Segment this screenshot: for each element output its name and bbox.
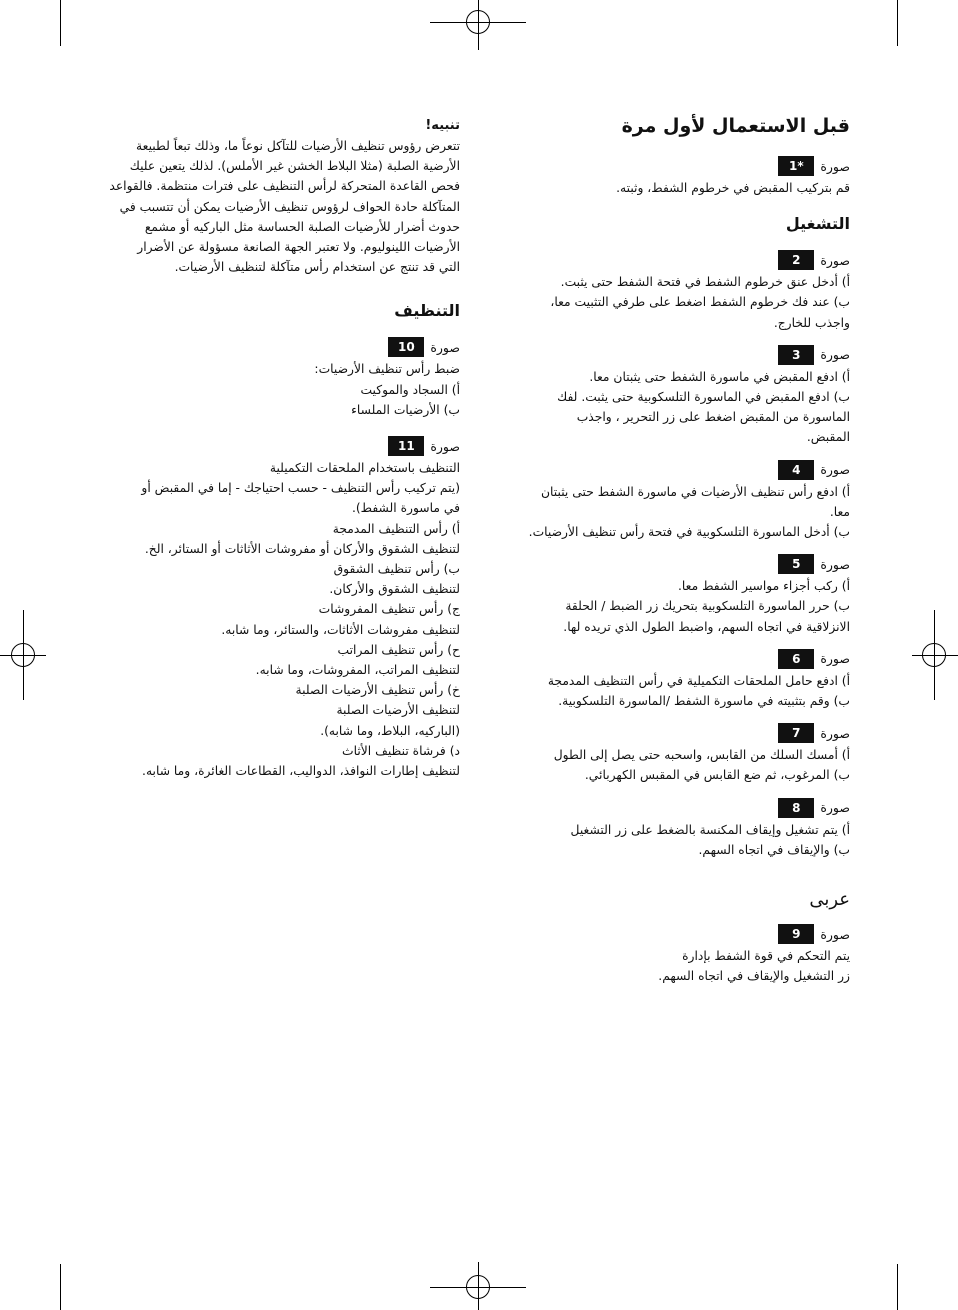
instruction-line: (الباركيه، البلاط، وما شابه). <box>320 723 460 738</box>
instruction-line: الماسورة من المقبض اضغط على زر التحرير ، واجذب <box>576 410 850 425</box>
figure-4 <box>520 458 850 482</box>
figure-badge: 6 <box>778 649 814 669</box>
instruction-line: لتنظيف الشقوق والأركان. <box>329 582 460 597</box>
instruction-line: لتنظيف مفروشات الأثاثات، والستائر، وما شابه. <box>221 622 460 637</box>
instruction-line: قم بتركيب المقبض في خرطوم الشفط، وثبته. <box>616 181 850 195</box>
warning-line: الأرضيات اللينوليوم. ولا تعتبر الجهة الصانعة مسؤولة عن الأضرار <box>137 240 460 255</box>
figure-label: صورة <box>820 556 850 572</box>
instruction-line: ب) رأس تنظيف الشقوق <box>333 562 460 577</box>
instruction-line: ب) ادفع المقبض في الماسورة التلسكوبية حتى يثبت. لفك <box>557 390 850 405</box>
figure-label: صورة <box>820 252 850 268</box>
section-title-cleaning: التنظيف <box>394 301 460 321</box>
instruction-line: أ) ادفع رأس تنظيف الأرضيات في ماسورة الشفط حتى يثبتان <box>541 484 850 499</box>
warning-title: تنبيه! <box>425 118 460 133</box>
figure-badge: 9 <box>778 924 814 944</box>
instruction-line: ب) أدخل الماسورة التلسكوبية في فتحة رأس تنظيف الأرضيات. <box>528 525 850 540</box>
crop-mark <box>897 1264 898 1310</box>
figure-badge: *1 <box>778 156 814 176</box>
figure-badge: 4 <box>778 460 814 480</box>
instruction-line: (يتم تركيب رأس التنظيف - حسب احتياجك - إما في المقبض أو <box>141 481 460 496</box>
instruction-line: أ) أدخل عنق خرطوم الشفط في فتحة الشفط حتى يثبت. <box>560 275 850 290</box>
figure-label: صورة <box>430 438 460 454</box>
warning-line: المتآكلة حادة الحواف لرؤوس تنظيف الأرضيات يمكن أن تتسبب في <box>119 199 460 214</box>
figure-label: صورة <box>820 926 850 942</box>
instruction-line: ب) عند فك خرطوم الشفط اضغط على طرفي التثبيت معا، <box>550 295 850 310</box>
instruction-line: ج) رأس تنظيف المفروشات <box>318 602 460 617</box>
registration-target <box>11 643 35 667</box>
figure-badge: 2 <box>778 250 814 270</box>
instruction-line: ضبط رأس تنظيف الأرضيات: <box>314 362 460 377</box>
instruction-line: ب) حرر الماسورة التلسكوبية بتحريك زر الضبط / الحلقة <box>565 599 850 614</box>
instruction-line: لتنظيف الشقوق والأركان أو مفروشات الأثاثات أو الستائر، الخ. <box>144 541 460 556</box>
warning-line: التي قد تنتج عن استخدام رأس متآكلة لتنظيف الأرضيات. <box>174 260 460 275</box>
instruction-line: خ) رأس تنظيف الأرضيات الصلبة <box>295 683 460 698</box>
warning-line: الأرضية الصلبة (مثلا البلاط الخشن غير الأملس). لذلك يتعين عليك <box>129 159 460 174</box>
warning-line: فحص القاعدة المتحركة لرأس التنظيف على فترات منتظمة. فالقواعد <box>109 179 460 194</box>
instruction-line: أ) السجاد والموكيت <box>360 382 460 397</box>
instruction-line: ب) وقم بتثبيته في ماسورة الشفط /الماسورة التلسكوبية. <box>558 694 850 709</box>
figure-label: صورة <box>820 651 850 667</box>
instruction-line: لتنظيف إطارات النوافذ، الدواليب، القطاعات الغائرة، وما شابه. <box>142 764 460 779</box>
figure-11 <box>118 434 460 458</box>
figure-badge: 5 <box>778 554 814 574</box>
instruction-line: معا. <box>829 504 850 519</box>
right-column <box>520 112 850 986</box>
registration-target <box>466 10 490 34</box>
registration-target <box>466 1275 490 1299</box>
figure-label: صورة <box>820 462 850 478</box>
instruction-line: أ) يتم تشغيل وإيقاف المكنسة بالضغط على زر التشغيل <box>570 822 850 837</box>
instruction-line: زر التشغيل والإيقاف في اتجاه السهم. <box>658 969 850 984</box>
figure-7 <box>520 721 850 745</box>
instruction-line: ح) رأس تنظيف المراتب <box>337 642 460 657</box>
instruction-line: الانزلاقية في اتجاه السهم، واضبط الطول الذي تريده لها. <box>563 619 850 634</box>
left-column <box>109 112 460 781</box>
section-title-operation: التشغيل <box>785 214 850 234</box>
figure-10 <box>118 335 460 359</box>
instruction-line: المقبض. <box>806 430 850 445</box>
instruction-line: لتنظيف الأرضيات الصلبة <box>336 703 460 718</box>
instruction-line: أ) رأس التنظيف المدمجة <box>332 521 460 536</box>
crop-mark <box>897 0 898 46</box>
instruction-line: التنظيف باستخدام الملحقات التكميلية <box>269 461 460 476</box>
instruction-line: ب) والإيقاف في اتجاه السهم. <box>698 842 850 857</box>
instruction-line: أ) ركب أجزاء مواسير الشفط معا. <box>678 579 850 594</box>
figure-label: صورة <box>430 339 460 355</box>
figure-5 <box>520 552 850 576</box>
figure-label: صورة <box>820 725 850 741</box>
crop-mark <box>60 1264 61 1310</box>
instruction-line: أ) ادفع المقبض في ماسورة الشفط حتى يثبتان معا. <box>589 369 850 384</box>
instruction-line: ب) الأرضيات الملساء <box>351 402 460 417</box>
figure-badge: 11 <box>388 436 424 456</box>
instruction-line: يتم التحكم في قوة الشفط بإدارة <box>682 949 850 964</box>
instruction-line: واجذب للخارج. <box>773 315 850 330</box>
figure-badge: 8 <box>778 798 814 818</box>
section-title-before-first-use: قبل الاستعمال لأول مرة <box>621 115 850 137</box>
figure-label: صورة <box>820 158 850 174</box>
figure-label: صورة <box>820 800 850 816</box>
instruction-line: أ) ادفع حامل الملحقات التكميلية في رأس التنظيف المدمجة <box>547 673 850 688</box>
instruction-line: في ماسورة الشفط). <box>351 501 460 516</box>
figure-3 <box>520 343 850 367</box>
warning-line: حدوث أضرار للأرضيات الصلبة الحساسة مثل الباركيه أو مشمع <box>144 219 460 234</box>
registration-target <box>922 643 946 667</box>
instruction-line: أ) أمسك السلك من القابس، واسحبه حتى يصل إلى الطول <box>553 748 850 763</box>
figure-label: صورة <box>820 347 850 363</box>
instruction-line: د) فرشاة تنظيف الأثاث <box>342 743 460 758</box>
instruction-line: ب) المرغوب، ثم ضع القابس في المقبس الكهربائي. <box>584 768 850 783</box>
figure-badge: 3 <box>778 345 814 365</box>
crop-mark <box>60 0 61 46</box>
figure-6 <box>520 647 850 671</box>
figure-badge: 10 <box>388 337 424 357</box>
language-label: عربى <box>809 889 850 911</box>
instruction-line: لتنظيف المراتب، المفروشات، وما شابه. <box>255 663 460 678</box>
figure-9 <box>520 922 850 946</box>
figure-1 <box>520 154 850 178</box>
warning-line: تتعرض رؤوس تنظيف الأرضيات للتآكل نوعاً ما، وذلك تبعاً لطبيعة <box>136 139 460 153</box>
figure-2 <box>520 248 850 272</box>
figure-badge: 7 <box>778 723 814 743</box>
figure-8 <box>520 796 850 820</box>
